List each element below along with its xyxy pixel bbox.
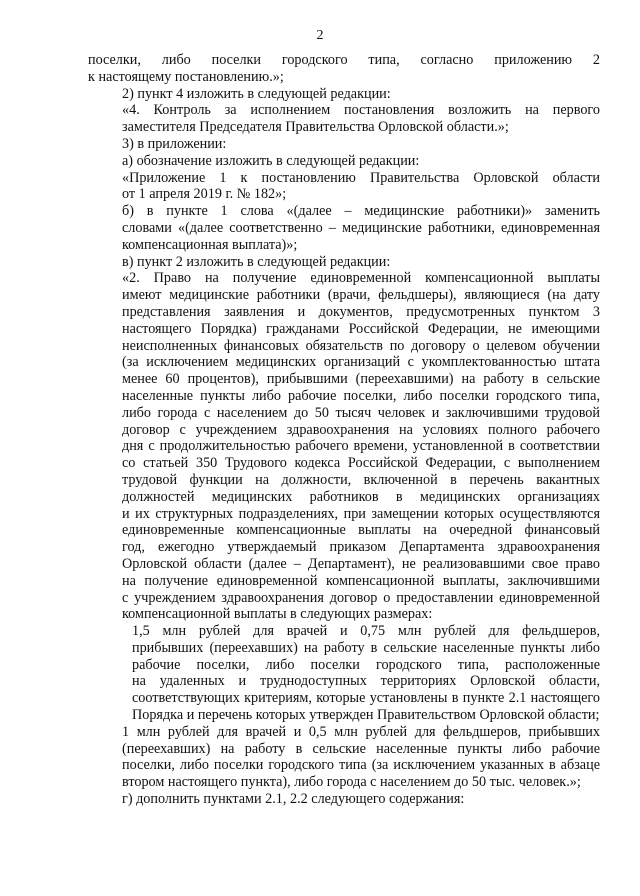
- paragraph: [88, 136, 600, 153]
- text-line: б) в пункте 1 слова «(далее – медицинские работники)» заменить: [122, 203, 600, 220]
- paragraph: [88, 86, 600, 103]
- text-line: втором настоящего пункта), либо города с населением до 50 тыс. человек.»;: [122, 774, 581, 791]
- text-line: договор с учреждением здравоохранения на условиях полного рабочего: [122, 421, 600, 438]
- text-line: «Приложение 1 к постановлению Правительства Орловской области: [122, 169, 600, 186]
- paragraph: [88, 52, 600, 86]
- paragraph: [88, 203, 600, 253]
- text-line: 1,5 млн рублей для врачей и 0,75 млн рублей для фельдшеров,: [132, 623, 600, 640]
- text-line: год, ежегодно утверждаемый приказом Департамента здравоохранения: [122, 539, 600, 556]
- text-line: 2) пункт 4 изложить в следующей редакции:: [122, 85, 391, 102]
- page-number: 2: [316, 28, 324, 43]
- text-line: населенные пункты либо рабочие поселки, либо поселки городского типа,: [122, 387, 600, 404]
- paragraph: [88, 153, 600, 170]
- text-line: трудовой функции на должности, включенной в перечень вакантных: [122, 471, 600, 488]
- text-line: словами «(далее соответственно – медицинские работники, единовременная: [122, 219, 600, 236]
- text-line: (за исключением медицинских организаций с укомплектованностью штата: [122, 354, 600, 371]
- text-line: а) обозначение изложить в следующей редакции:: [122, 152, 420, 169]
- text-line: Порядка и перечень которых утвержден Правительством Орловской области;: [132, 707, 600, 724]
- document-body: [88, 52, 600, 808]
- text-line: либо города с населением до 50 тысяч человек и заключившими трудовой: [122, 404, 600, 421]
- paragraph: [88, 270, 600, 623]
- text-line: (переехавших) на работу в сельские населенные пункты либо рабочие: [122, 740, 600, 757]
- text-line: заместителя Председателя Правительства Орловской области.»;: [122, 119, 509, 136]
- paragraph: [88, 724, 600, 791]
- text-line: «2. Право на получение единовременной компенсационной выплаты: [122, 270, 600, 287]
- text-line: компенсационная выплата)»;: [122, 236, 298, 253]
- text-line: дня с продолжительностью рабочего времени, установленной в соответствии: [122, 438, 600, 455]
- text-line: на удаленных и труднодоступных территориях Орловской области,: [132, 673, 600, 690]
- text-line: к настоящему постановлению.»;: [88, 68, 284, 85]
- paragraph: [88, 170, 600, 204]
- text-line: Орловской области (далее – Департамент), не реализовавшими свое право: [122, 555, 600, 572]
- text-line: настоящего Порядка) гражданами Российской Федерации, не имеющими: [122, 320, 600, 337]
- text-line: менее 60 процентов), прибывшими (переехавшими) на работу в сельские: [122, 371, 600, 388]
- paragraph: [88, 791, 600, 808]
- text-line: поселки, либо поселки городского типа (за исключением указанных в абзаце: [122, 757, 600, 774]
- text-line: от 1 апреля 2019 г. № 182»;: [122, 186, 287, 203]
- text-line: поселки, либо поселки городского типа, согласно приложению 2: [88, 52, 600, 68]
- text-line: должностей медицинских работников в медицинских организациях: [122, 488, 600, 505]
- text-line: г) дополнить пунктами 2.1, 2.2 следующего содержания:: [122, 791, 465, 808]
- text-line: 1 млн рублей для врачей и 0,5 млн рублей для фельдшеров, прибывших: [122, 723, 600, 740]
- text-line: 3) в приложении:: [122, 135, 227, 152]
- paragraph: [88, 623, 600, 724]
- text-line: со статьей 350 Трудового кодекса Российской Федерации, с выполнением: [122, 455, 600, 472]
- text-line: неисполненных финансовых обязательств по договору о целевом обучении: [122, 337, 600, 354]
- text-line: соответствующих критериям, которые установлены в пункте 2.1 настоящего: [132, 690, 600, 707]
- text-line: на получение единовременной компенсационной выплаты, заключившими: [122, 572, 600, 589]
- text-line: с учреждением здравоохранения договор о предоставлении единовременной: [122, 589, 600, 606]
- text-line: имеют медицинские работники (врачи, фельдшеры), являющиеся (на дату: [122, 287, 600, 304]
- text-line: прибывших (переехавших) на работу в сельские населенные пункты либо: [132, 639, 600, 656]
- text-line: рабочие поселки, либо поселки городского типа, расположенные: [132, 656, 600, 673]
- text-line: компенсационной выплаты в следующих размерах:: [122, 606, 433, 623]
- text-line: представления заявления и документов, предусмотренных пунктом 3: [122, 303, 600, 320]
- text-line: «4. Контроль за исполнением постановления возложить на первого: [122, 102, 600, 119]
- paragraph: [88, 254, 600, 271]
- paragraph: [88, 102, 600, 136]
- text-line: единовременные компенсационные выплаты на очередной финансовый: [122, 522, 600, 539]
- text-line: в) пункт 2 изложить в следующей редакции:: [122, 253, 391, 270]
- text-line: и их структурных подразделениях, при замещении которых осуществляются: [122, 505, 600, 522]
